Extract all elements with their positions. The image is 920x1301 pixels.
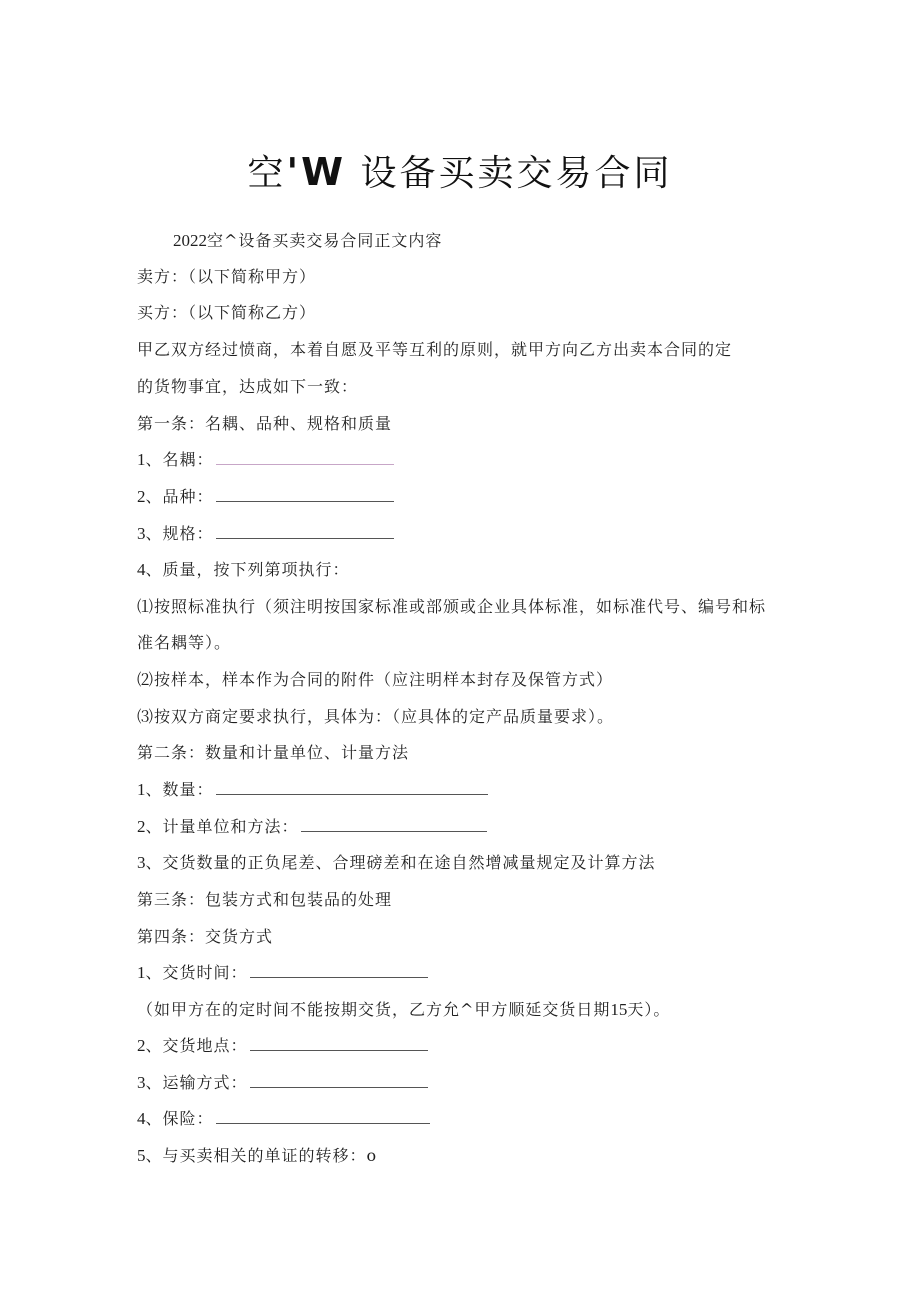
delivery-time-blank-field[interactable]: [250, 976, 428, 978]
item-name-line: 1、名耦：: [137, 447, 394, 470]
unit-method-line: 2、计量单位和方法：: [137, 814, 487, 837]
tolerance-line: 3、交货数量的正负尾差、合理磅差和在途自然增减量规定及计算方法: [137, 853, 656, 872]
title-prefix: 空: [247, 153, 287, 194]
preamble-line-2: 的货物事宜，达成如下一致：: [137, 377, 359, 396]
delivery-place-line: 2、交货地点：: [137, 1033, 428, 1056]
contract-subtitle: 2022空^设备买卖交易合同正文内容: [173, 231, 443, 250]
item-spec-line: 3、规格：: [137, 521, 394, 544]
quantity-line: 1、数量：: [137, 777, 488, 800]
insurance-blank-field[interactable]: [216, 1122, 430, 1124]
article-4-heading: 第四条：交货方式: [137, 927, 274, 946]
article-2-heading: 第二条：数量和计量单位、计量方法: [137, 743, 410, 762]
quantity-blank-field[interactable]: [216, 793, 488, 795]
insurance-line: 4、保险：: [137, 1106, 430, 1129]
quality-option-1: ⑴按照标准执行（须注明按国家标准或部颁或企业具体标准，如标准代号、编号和标: [137, 597, 767, 616]
name-blank-field[interactable]: [216, 463, 394, 465]
quality-option-3: ⑶按双方商定要求执行，具体为：（应具体的定产品质量要求）。: [137, 707, 615, 726]
documents-transfer-line: 5、与买卖相关的单证的转移：o: [137, 1146, 378, 1165]
buyer-line: 买方：（以下简称乙方）: [137, 303, 317, 322]
preamble-line-1: 甲乙双方经过愤商，本着自愿及平等互利的原则，就甲方向乙方出卖本合同的定: [137, 340, 733, 359]
delivery-delay-note: （如甲方在的定时间不能按期交货，乙方允^甲方顺延交货日期15天）。: [137, 1000, 671, 1019]
unit-method-blank-field[interactable]: [301, 830, 487, 832]
article-1-heading: 第一条：名耦、品种、规格和质量: [137, 414, 393, 433]
title-suffix: 设备买卖交易合同: [360, 153, 673, 194]
spec-blank-field[interactable]: [216, 537, 394, 539]
delivery-place-blank-field[interactable]: [250, 1049, 428, 1051]
item-quality-line: 4、质量，按下列第项执行：: [137, 560, 350, 579]
seller-line: 卖方：（以下简称甲方）: [137, 267, 317, 286]
delivery-time-line: 1、交货时间：: [137, 960, 428, 983]
item-variety-line: 2、品种：: [137, 484, 394, 507]
article-3-heading: 第三条：包装方式和包装品的处理: [137, 890, 393, 909]
quality-option-2: ⑵按样本，样本作为合同的附件（应注明样本封存及保管方式）: [137, 670, 614, 689]
transport-line: 3、运输方式：: [137, 1070, 428, 1093]
variety-blank-field[interactable]: [216, 500, 394, 502]
title-w: 'W: [286, 150, 347, 194]
transport-blank-field[interactable]: [250, 1086, 428, 1088]
document-title: [0, 145, 920, 196]
quality-option-1-cont: 准名耦等）。: [137, 633, 232, 652]
